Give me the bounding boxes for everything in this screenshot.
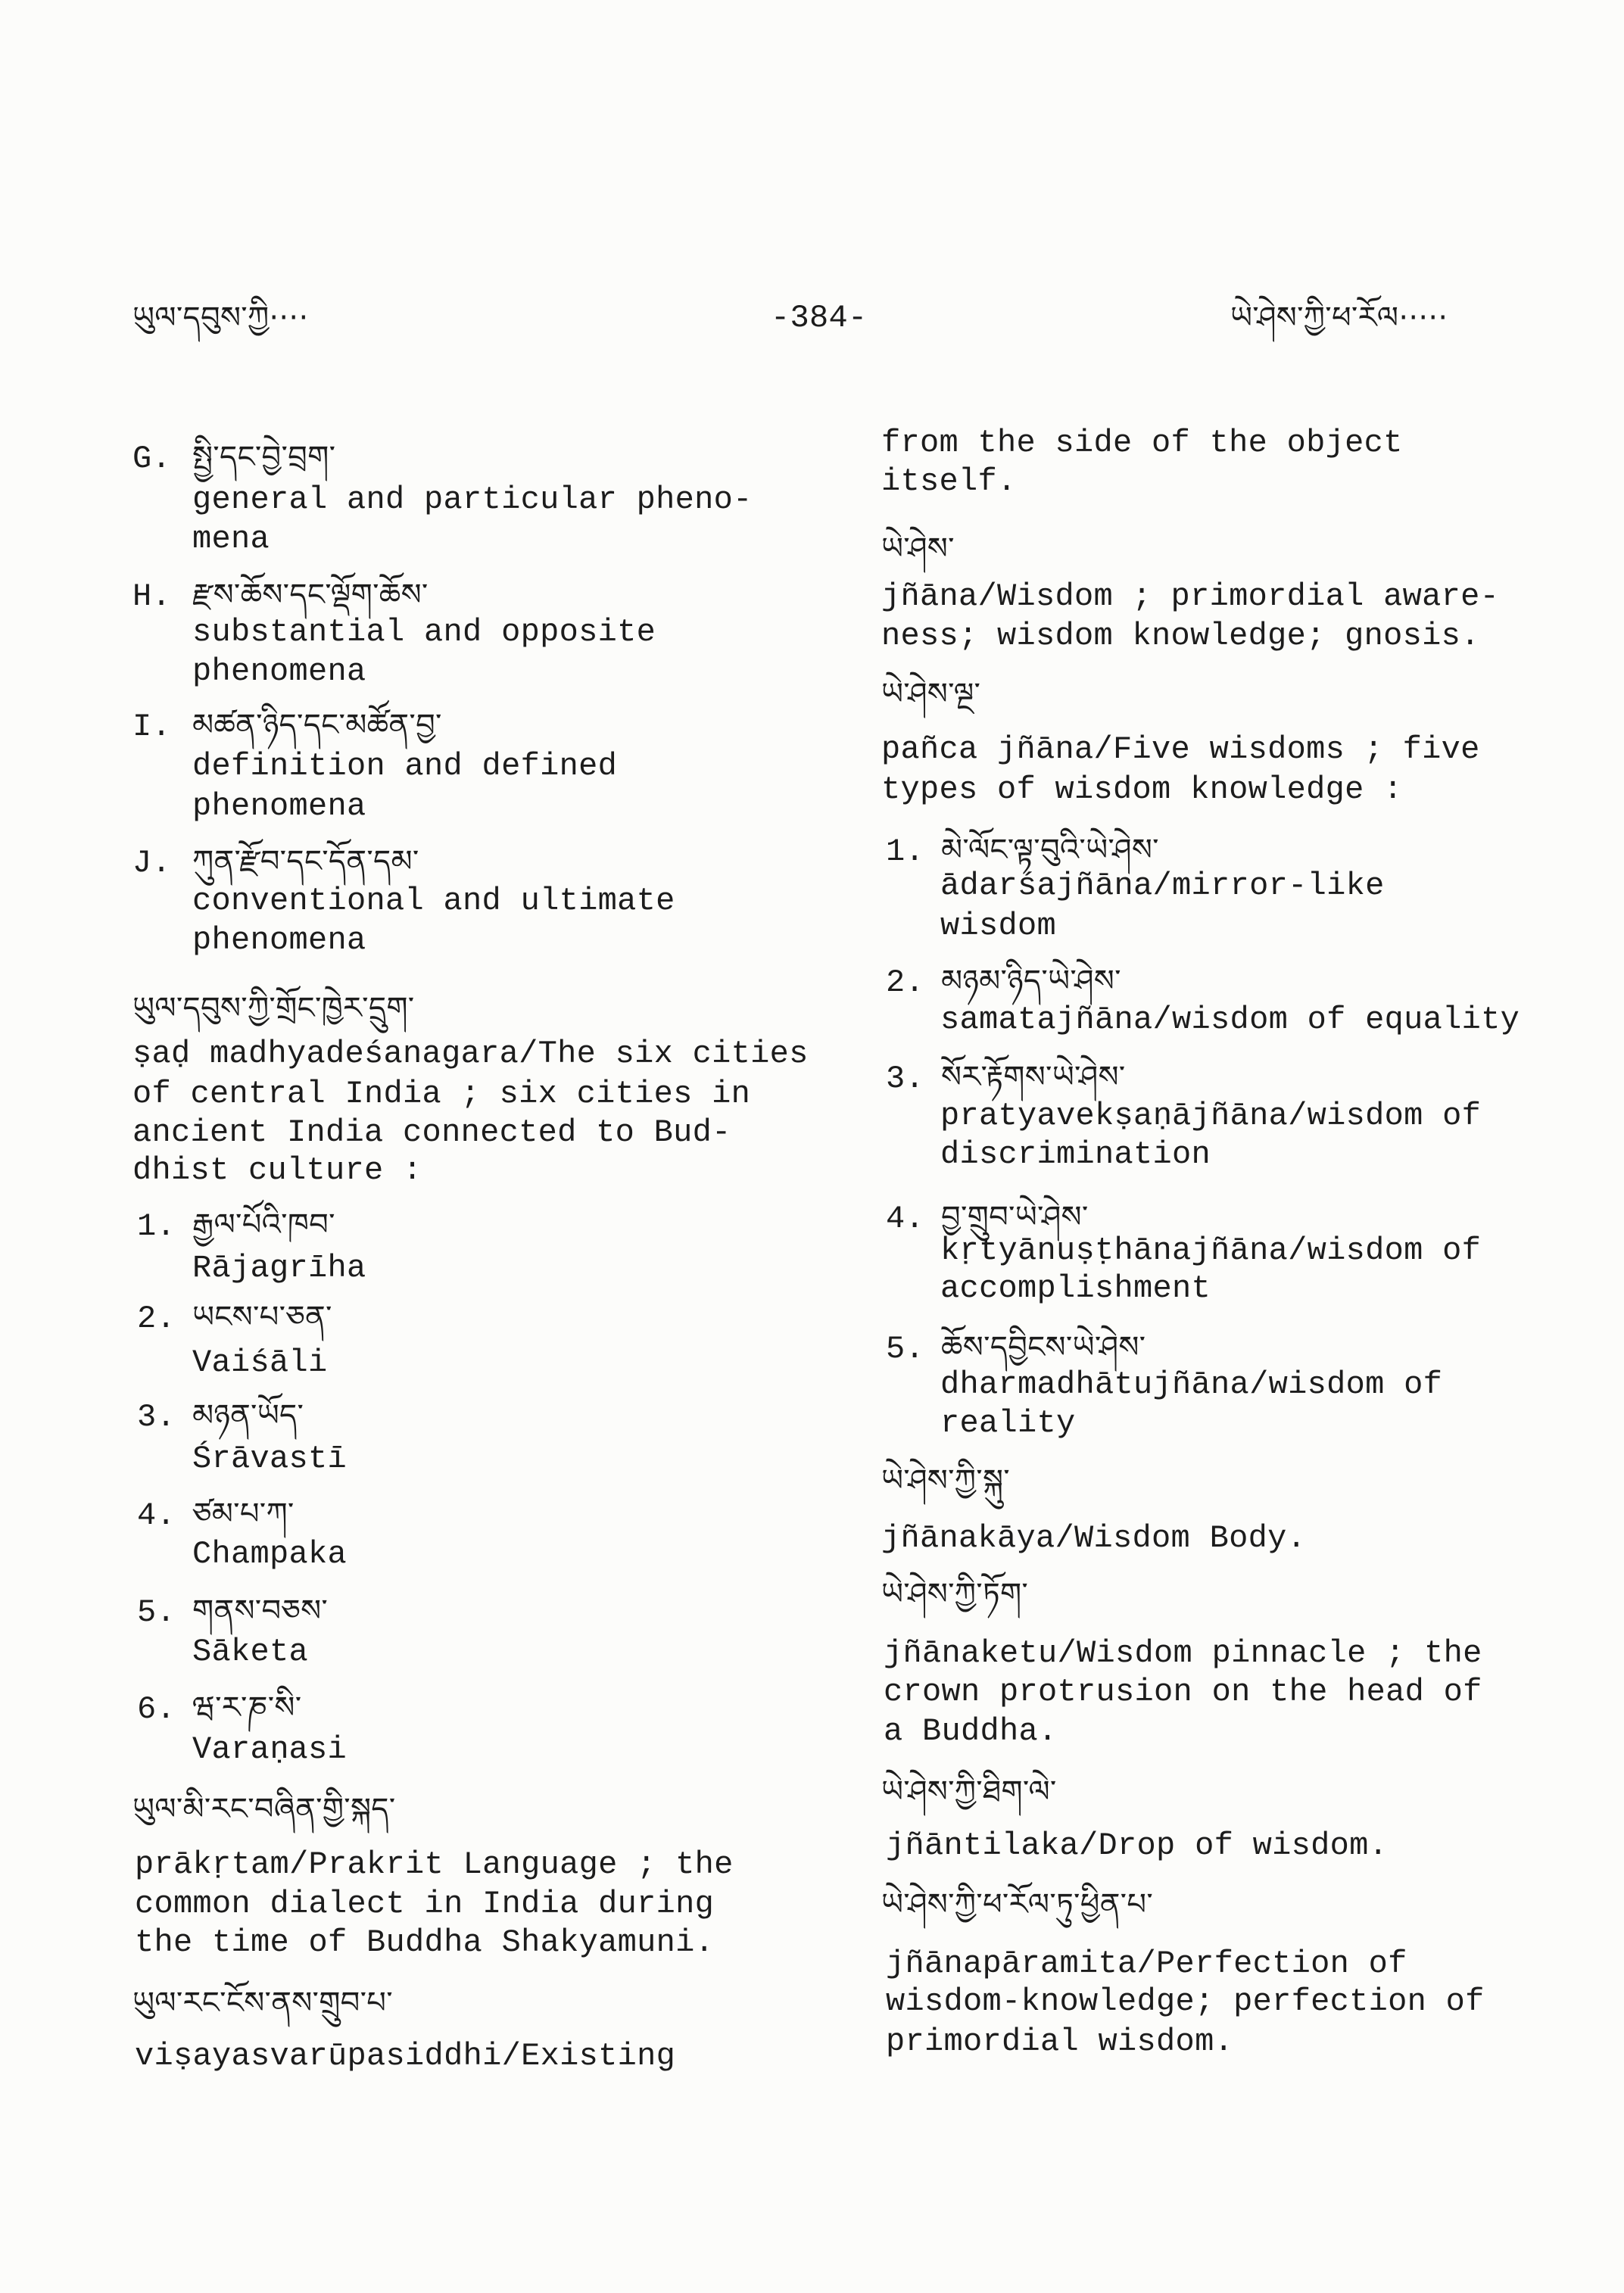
entry-headword: ཡེ་ཤེས་ཀྱི་ཕ་རོལ་ཏུ་ཕྱིན་པ་ — [881, 1887, 1154, 1922]
list-item-tibetan: མཉམ་ཉིད་ཡེ་ཤེས་ — [941, 964, 1121, 999]
definition-line: jñāntilaka/Drop of wisdom. — [886, 1827, 1389, 1864]
list-item-row — [137, 1394, 304, 1437]
definition-line: the time of Buddha Shakyamuni. — [135, 1924, 715, 1961]
gloss-line: general and particular pheno- — [192, 481, 753, 518]
subcategory-tibetan: ཀུན་རྫོབ་དང་དོན་དམ་ — [192, 844, 419, 879]
list-item-tibetan: མེ་ལོང་ལྟ་བུའི་ཡེ་ཤེས་ — [941, 833, 1159, 868]
list-number: 2. — [137, 1301, 176, 1337]
list-item-gloss: reality — [940, 1405, 1076, 1441]
list-item-row — [137, 1204, 335, 1246]
definition-line: ancient India connected to Bud- — [132, 1114, 731, 1151]
entry-headword: ཡེ་ཤེས་ཀྱི་སྐུ་ — [881, 1463, 1010, 1498]
list-number: 3. — [137, 1399, 176, 1435]
definition-line: crown protrusion on the head of — [884, 1674, 1482, 1710]
list-item-gloss: kṛtyānuṣṭhānajñāna/wisdom of — [940, 1232, 1482, 1269]
subcategory-letter: G. — [132, 441, 172, 477]
list-item-tibetan: ཡངས་པ་ཅན་ — [192, 1300, 332, 1335]
list-item-gloss: accomplishment — [940, 1270, 1211, 1307]
continuation-line: from the side of the object — [881, 425, 1403, 461]
gloss-line: substantial and opposite — [192, 614, 656, 650]
gloss-line: conventional and ultimate — [192, 883, 675, 919]
list-number: 1. — [137, 1208, 176, 1245]
list-item-row — [137, 1493, 295, 1535]
entry-headword: ཡུལ་མི་རང་བཞིན་གྱི་སྐད་ — [132, 1792, 396, 1827]
gloss-line: phenomena — [192, 788, 366, 824]
definition-line: primordial wisdom. — [886, 2024, 1234, 2060]
list-item-row — [137, 1687, 301, 1729]
subcategory-row — [132, 840, 419, 883]
definition-line: jñānaketu/Wisdom pinnacle ; the — [884, 1635, 1482, 1671]
list-item-row — [886, 1056, 1125, 1098]
list-item-row — [886, 960, 1121, 1002]
list-number: 2. — [886, 964, 925, 1001]
definition-line: jñānapāramita/Perfection of — [886, 1946, 1407, 1982]
gloss-line: mena — [192, 521, 270, 557]
definition-line: ness; wisdom knowledge; gnosis. — [881, 618, 1480, 654]
entry-headword: ཡེ་ཤེས་ཀྱི་ཏོག་ — [881, 1577, 1029, 1612]
list-item-tibetan: གནས་བཅས་ — [192, 1594, 329, 1628]
list-item-tibetan: ཙམ་པ་ཀ་ — [192, 1497, 295, 1531]
list-item-gloss: Varaṇasi — [192, 1731, 348, 1768]
list-item-tibetan: བྱ་གྲུབ་ཡེ་ཤེས་ — [941, 1200, 1089, 1235]
subcategory-tibetan: སྤྱི་དང་བྱེ་བྲག་ — [192, 440, 336, 475]
definition-line: viṣayasvarūpasiddhi/Existing — [135, 2038, 676, 2074]
list-item-row — [886, 829, 1159, 871]
list-number: 5. — [886, 1331, 925, 1367]
subcategory-row — [132, 704, 442, 746]
subcategory-tibetan: རྫས་ཆོས་དང་ལྡོག་ཆོས་ — [192, 578, 429, 612]
entry-headword: ཡུལ་རང་ངོས་ནས་གྲུབ་པ་ — [132, 1986, 393, 2020]
running-head-left: ཡུལ་དབུས་ཀྱི···· — [132, 301, 309, 335]
subcategory-letter: I. — [132, 709, 172, 745]
definition-line: jñāna/Wisdom ; primordial aware- — [881, 578, 1500, 615]
list-item-gloss: Śrāvastī — [192, 1441, 348, 1477]
list-item-gloss: Sāketa — [192, 1634, 309, 1670]
list-item-gloss: pratyavekṣaṇājñāna/wisdom of — [940, 1098, 1482, 1134]
list-item-tibetan: སོར་རྟོགས་ཡེ་ཤེས་ — [941, 1060, 1126, 1095]
subcategory-letter: H. — [132, 578, 172, 615]
list-item-tibetan: ཆོས་དབྱིངས་ཡེ་ཤེས་ — [941, 1330, 1146, 1365]
list-number: 1. — [886, 833, 925, 870]
list-item-gloss: ādarśajñāna/mirror-like — [940, 868, 1385, 904]
list-item-gloss: dharmadhātujñāna/wisdom of — [940, 1366, 1443, 1403]
page-number: -384- — [771, 300, 868, 336]
definition-line: ṣaḍ madhyadeśanagara/The six cities — [132, 1036, 809, 1072]
definition-line: wisdom-knowledge; perfection of — [886, 1983, 1485, 2020]
list-number: 3. — [886, 1061, 925, 1097]
entry-headword: ཡེ་ཤེས་ཀྱི་ཐིག་ལེ་ — [881, 1774, 1057, 1809]
definition-line: common dialect in India during — [135, 1886, 715, 1922]
list-number: 6. — [137, 1691, 176, 1728]
definition-line: jñānakāya/Wisdom Body. — [881, 1520, 1307, 1556]
list-item-tibetan: རྒྱལ་པོའི་ཁབ་ — [192, 1207, 335, 1242]
definition-line: pañca jñāna/Five wisdoms ; five — [881, 731, 1480, 768]
definition-line: a Buddha. — [884, 1713, 1058, 1749]
entry-headword: ཡུལ་དབུས་ཀྱི་གྲོང་ཁྱེར་དྲུག་ — [132, 991, 415, 1026]
definition-line: dhist culture : — [132, 1152, 422, 1189]
list-item-gloss: Vaiśāli — [192, 1344, 328, 1381]
subcategory-tibetan: མཚན་ཉིད་དང་མཚོན་བྱ་ — [192, 708, 442, 743]
list-item-row — [886, 1326, 1146, 1369]
list-item-gloss: Rājagrīha — [192, 1250, 366, 1286]
gloss-line: phenomena — [192, 653, 366, 690]
list-item-row — [137, 1296, 332, 1338]
list-item-gloss: samatajñāna/wisdom of equality — [940, 1002, 1520, 1038]
list-number: 4. — [886, 1201, 925, 1237]
subcategory-row — [132, 436, 335, 478]
gloss-line: definition and defined — [192, 748, 618, 784]
list-item-gloss: discrimination — [940, 1136, 1211, 1173]
list-item-tibetan: ཝ་ར་ཎ་སི་ — [192, 1690, 302, 1725]
list-number: 5. — [137, 1594, 176, 1631]
continuation-line: itself. — [881, 463, 1017, 500]
subcategory-letter: J. — [132, 845, 172, 881]
gloss-line: phenomena — [192, 922, 366, 958]
subcategory-row — [132, 574, 429, 616]
definition-line: of central India ; six cities in — [132, 1076, 751, 1112]
list-item-row — [137, 1590, 328, 1632]
definition-line: types of wisdom knowledge : — [881, 771, 1403, 808]
entry-headword: ཡེ་ཤེས་ལྔ་ — [881, 677, 981, 712]
list-item-tibetan: མཉན་ཡོད་ — [192, 1398, 304, 1433]
running-head-right: ཡེ་ཤེས་ཀྱི་ཕ་རོལ····· — [1230, 301, 1448, 335]
list-number: 4. — [137, 1497, 176, 1534]
list-item-gloss: wisdom — [940, 908, 1057, 944]
list-item-gloss: Champaka — [192, 1536, 348, 1572]
definition-line: prākṛtam/Prakrit Language ; the — [135, 1846, 734, 1883]
entry-headword: ཡེ་ཤེས་ — [881, 531, 955, 566]
